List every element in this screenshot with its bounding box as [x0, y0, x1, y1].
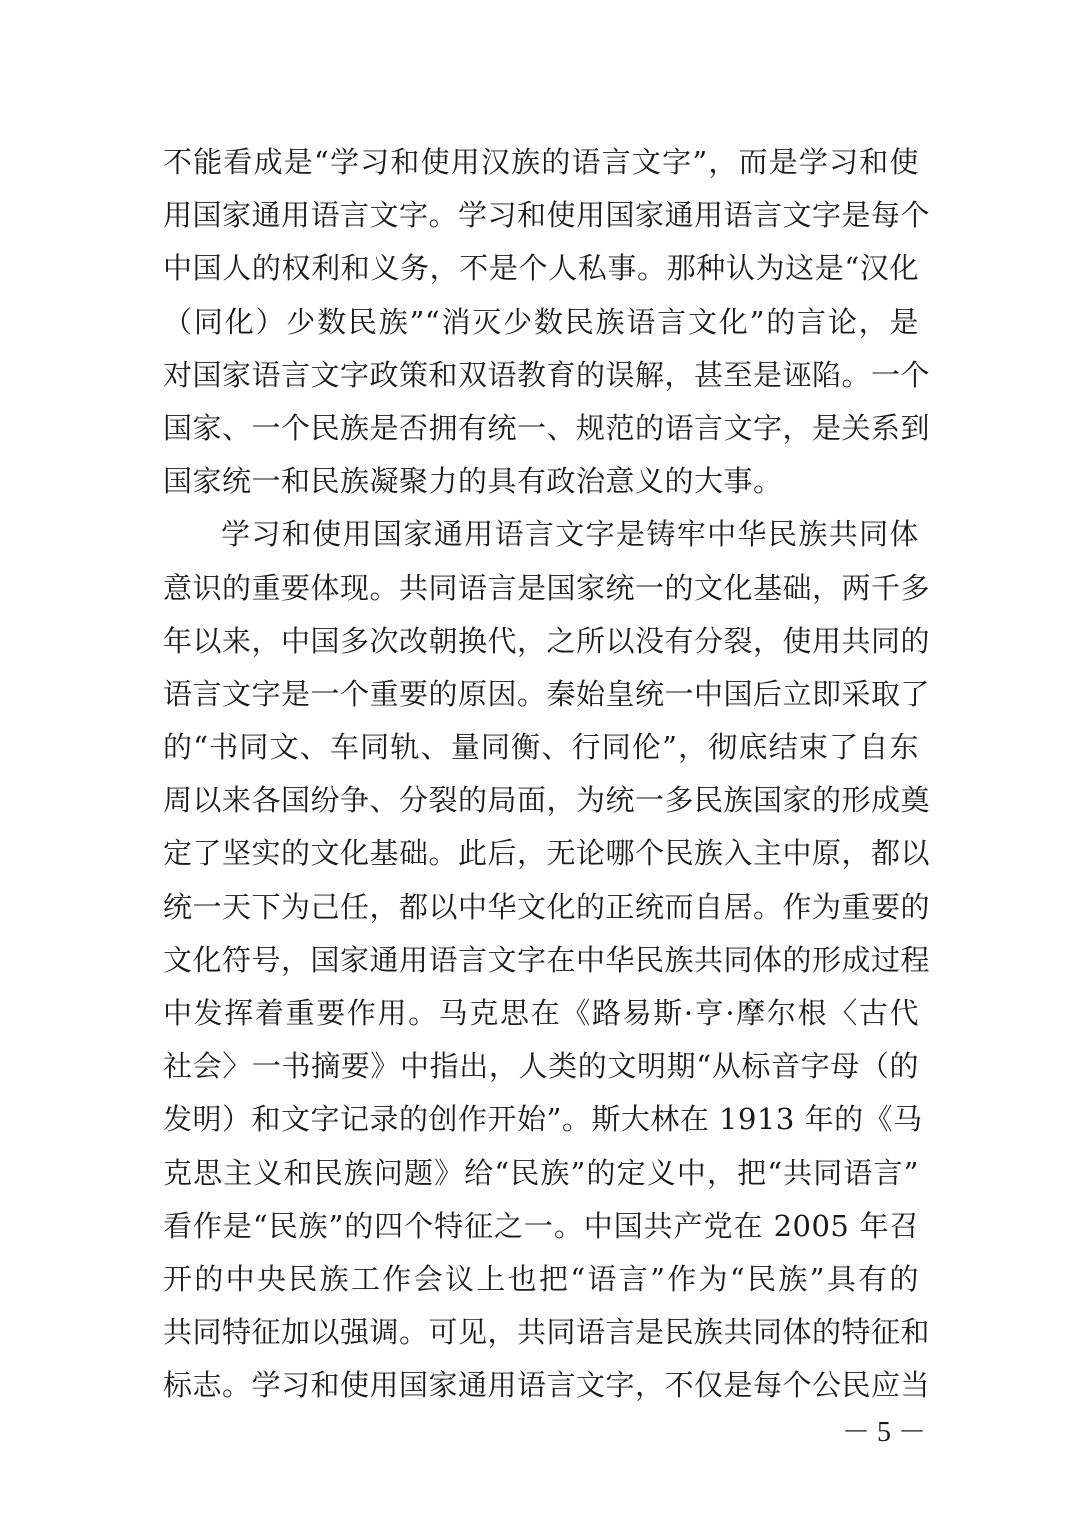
text-line: 学习和使用国家通用语言文字是铸牢中华民族共同体	[221, 517, 919, 552]
text-line: 标志。学习和使用国家通用语言文字，不仅是每个公民应当	[163, 1368, 931, 1403]
text-line: 克思主义和民族问题》给“民族”的定义中，把“共同语言”	[163, 1155, 919, 1190]
text-line: （同化）少数民族”“消灭少数民族语言文化”的言论，是	[163, 304, 919, 339]
text-line: 共同特征加以强调。可见，共同语言是民族共同体的特征和	[163, 1315, 931, 1350]
text-line: 发明）和文字记录的创作开始”。斯大林在 1913 年的《马	[163, 1102, 923, 1137]
text-line: 国家、一个民族是否拥有统一、规范的语言文字，是关系到	[163, 410, 931, 445]
text-line: 不能看成是“学习和使用汉族的语言文字”，而是学习和使	[163, 145, 919, 179]
page-number: － 5 －	[842, 1417, 927, 1448]
text-line: 语言文字是一个重要的原因。秦始皇统一中国后立即采取了	[163, 676, 931, 711]
text-line: 文化符号，国家通用语言文字在中华民族共同体的形成过程	[163, 942, 931, 977]
text-line: 统一天下为己任，都以中华文化的正统而自居。作为重要的	[163, 889, 931, 924]
text-line: 用国家通用语言文字。学习和使用国家通用语言文字是每个	[163, 198, 931, 233]
body-text	[163, 136, 931, 1413]
text-line: 周以来各国纷争、分裂的局面，为统一多民族国家的形成奠	[163, 783, 931, 818]
text-line: 的“书同文、车同轨、量同衡、行同伦”，彻底结束了自东	[163, 730, 919, 765]
text-line: 看作是“民族”的四个特征之一。中国共产党在 2005 年召	[163, 1208, 919, 1243]
text-line: 定了坚实的文化基础。此后，无论哪个民族入主中原，都以	[163, 836, 931, 871]
text-line: 中发挥着重要作用。马克思在《路易斯·亨·摩尔根〈古代	[163, 996, 919, 1030]
text-line: 中国人的权利和义务，不是个人私事。那种认为这是“汉化	[163, 251, 919, 286]
text-line: 对国家语言文字政策和双语教育的误解，甚至是诬陷。一个	[163, 357, 931, 392]
text-line: 意识的重要体现。共同语言是国家统一的文化基础，两千多	[163, 570, 931, 605]
text-line: 开的中央民族工作会议上也把“语言”作为“民族”具有的	[163, 1261, 919, 1296]
text-line: 国家统一和民族凝聚力的具有政治意义的大事。	[163, 464, 783, 499]
text-line: 年以来，中国多次改朝换代，之所以没有分裂，使用共同的	[163, 623, 931, 658]
text-line: 社会〉一书摘要》中指出，人类的文明期“从标音字母（的	[163, 1049, 919, 1084]
